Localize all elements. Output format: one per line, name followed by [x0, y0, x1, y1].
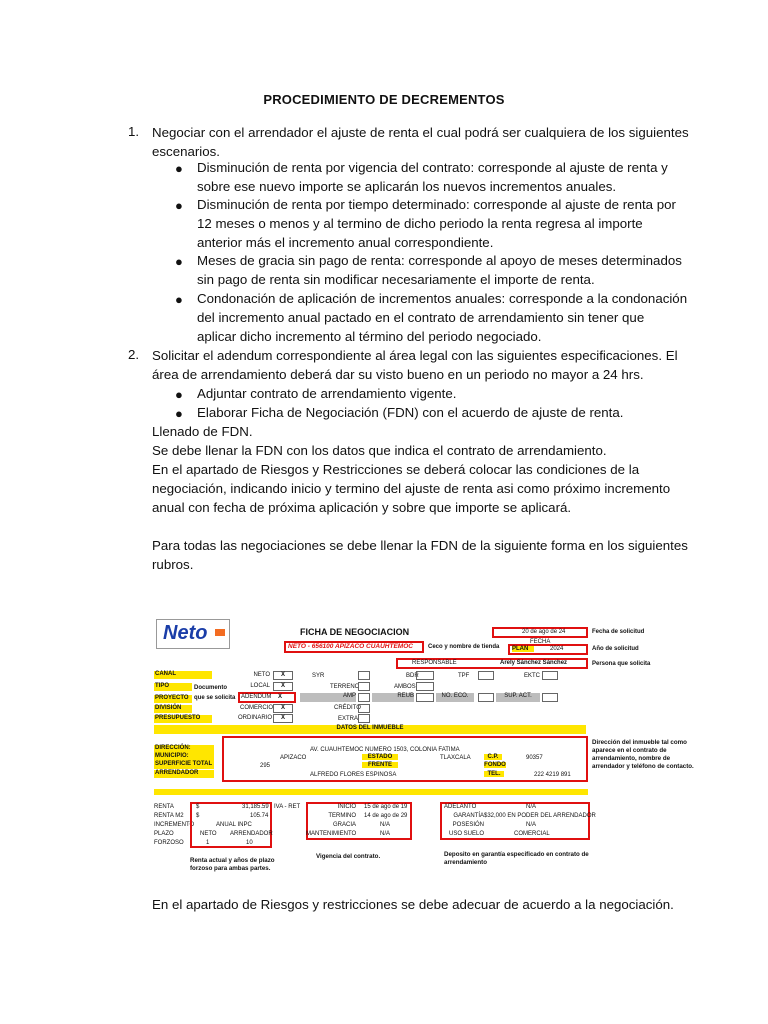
inmueble-note-2: aparece en el contrato de [592, 747, 667, 754]
renta-m2-value: 105.74 [250, 813, 269, 819]
label-proyecto: PROYECTO [154, 695, 192, 703]
col3-label: AMBOS [394, 684, 416, 690]
bullet-icon: ● [175, 292, 183, 307]
renta-m2-currency: $ [196, 813, 200, 819]
deposito-note-1: Deposito en garantía especificado en contrato de [444, 851, 589, 858]
paragraph: rubros. [152, 557, 194, 572]
renta-suffix: IVA - RET [274, 804, 301, 810]
responsable-label: RESPONSABLE [412, 660, 457, 666]
bullet-icon: ● [175, 161, 183, 176]
municipio-value: APIZACO [280, 755, 307, 761]
date-note: Fecha de solicitud [592, 629, 645, 635]
step-1-number: 1. [128, 124, 140, 139]
store-name: NETO - 656100 APIZACO CUAUHTEMOC [288, 643, 413, 650]
yellow-divider [154, 789, 588, 795]
superficie-value: 295 [260, 763, 271, 769]
step-1-bullet-1-line-1: Disminución de renta por vigencia del contrato: corresponde al ajuste de renta y [197, 160, 668, 175]
label-municipio: MUNICIPIO: [154, 753, 214, 761]
vig-value: N/A [380, 831, 391, 837]
arrendador-value: ALFREDO FLORES ESPINOSA [310, 772, 397, 778]
step-1-line-1: Negociar con el arrendador el ajuste de renta el cual podrá ser cualquiera de los siguientes [152, 125, 689, 140]
inmueble-header: DATOS DEL INMUEBLE [154, 725, 586, 734]
step-1-bullet-3-line-2: sin pago de renta sin modificar necesariamente el importe de renta. [197, 272, 595, 287]
plan-note: Año de solicitud [592, 646, 639, 652]
renta-note-2: forzoso para ambas partes. [190, 865, 271, 872]
page-title: PROCEDIMIENTO DE DECREMENTOS [263, 92, 505, 107]
step-1-bullet-4-line-1: Condonación de aplicación de incrementos anuales: corresponde a la condonación [197, 291, 688, 306]
col1-mark: X [273, 671, 293, 680]
vig-label: TERMINO [328, 813, 356, 819]
step-1-bullet-4-line-3: aplicar dicho incremento al término del periodo negociado. [197, 329, 542, 344]
checkbox [416, 693, 434, 702]
label-superficie: SUPERFICIE TOTAL [155, 761, 213, 767]
checkbox [416, 671, 434, 680]
col1-mark: X [278, 694, 283, 700]
col2-label: SYR [312, 673, 325, 679]
col1-mark: X [273, 714, 293, 723]
plan-label: PLAN [512, 646, 534, 652]
col1-label: COMERCIO [240, 705, 273, 711]
cp-label: C.P. [484, 754, 502, 760]
renta-note-1: Renta actual y años de plazo [190, 857, 275, 864]
form-heading: FICHA DE NEGOCIACION [300, 627, 410, 637]
col2-label: EXTRA [338, 716, 359, 722]
checkbox [358, 714, 370, 723]
dep-value: N/A [526, 822, 537, 828]
renta-currency: $ [196, 804, 200, 810]
renta-label: RENTA [154, 804, 174, 810]
renta-label: FORZOSO [154, 840, 184, 846]
col1-mark: X [273, 704, 293, 713]
documento-note-1: Documento [194, 685, 227, 691]
bullet-icon: ● [175, 198, 183, 213]
responsable-note: Persona que solicita [592, 661, 651, 667]
renta-label: PLAZO [154, 831, 174, 837]
col3-label: BDR [406, 673, 419, 679]
label-canal: CANAL [154, 671, 212, 679]
checkbox [542, 693, 558, 702]
col3-label: REUB [372, 693, 414, 702]
col1-label: ORDINARIO [238, 715, 273, 721]
renta-value: 31,185.59 [242, 804, 269, 810]
step-1-line-2: escenarios. [152, 144, 220, 159]
footer-paragraph: En el apartado de Riesgos y restricciones se debe adecuar de acuerdo a la negociación. [152, 897, 674, 912]
checkbox [478, 693, 494, 702]
fondo-label: FONDO [484, 762, 506, 768]
step-2-line-2: área de arrendamiento deberá dar su visto bueno en un periodo no mayor a 24 hrs. [152, 367, 644, 382]
date-value: 20 de ago de 24 [522, 629, 566, 635]
checkbox [542, 671, 558, 680]
label-presupuesto: PRESUPUESTO [154, 715, 212, 723]
vig-label: MANTENIMIENTO [306, 831, 357, 837]
col3-label: SUP. ACT. [496, 693, 540, 702]
col3-label: NO. ECO. [436, 693, 474, 702]
col3-label: TPF [458, 673, 470, 679]
col1-label: LOCAL [250, 683, 270, 689]
estado-value: TLAXCALA [440, 755, 471, 761]
incremento-value: ANUAL INPC [216, 822, 252, 828]
checkbox [358, 682, 370, 691]
plan-year: 2024 [550, 646, 564, 652]
paragraph: En el apartado de Riesgos y Restricciones se deberá colocar las condiciones de la [152, 462, 640, 477]
fdn-form-image [150, 611, 706, 877]
vig-label: GRACIA [332, 822, 356, 828]
plazo-neto: NETO [200, 831, 217, 837]
checkbox [358, 693, 370, 702]
plazo-arrendador: ARRENDADOR [230, 831, 273, 837]
forzoso-arrendador: 10 [246, 840, 253, 846]
documento-note-2: que se solicita [194, 695, 236, 701]
store-note: Ceco y nombre de tienda [428, 644, 500, 650]
deposito-note-2: arrendamiento [444, 859, 487, 866]
col1-mark: X [273, 682, 293, 691]
inmueble-note-1: Dirección del inmueble tal como [592, 739, 687, 746]
col2-label: CRÉDITO [334, 705, 361, 711]
col1-label: NETO [253, 672, 270, 678]
label-direccion: DIRECCIÓN: [154, 745, 214, 753]
col2-label: TERRENO [330, 684, 360, 690]
cp-value: 90357 [526, 755, 543, 761]
bullet-icon: ● [175, 254, 183, 269]
renta-label: RENTA M2 [154, 813, 184, 819]
step-1-bullet-2-line-3: anterior más el incremento anual correspondiente. [197, 235, 494, 250]
dep-label: POSESIÓN [452, 822, 484, 828]
neto-logo: Neto [156, 619, 230, 649]
label-division: DIVISIÓN [154, 705, 192, 713]
step-1-bullet-2-line-2: 12 meses o menos y al termino de dicho periodo la renta regresa al importe [197, 216, 643, 231]
responsable-value: Arely Sánchez Sánchez [500, 660, 568, 666]
tel-value: 222 4219 891 [534, 772, 571, 778]
vig-value: 15 de ago de 19 [364, 804, 408, 810]
step-1-bullet-1-line-2: sobre ese nuevo importe se aplicarán los nuevos incrementos anuales. [197, 179, 617, 194]
date-label: FECHA [530, 639, 551, 645]
col3-label: EKTC [524, 673, 541, 679]
step-2-number: 2. [128, 347, 140, 362]
label-arrendador: ARRENDADOR [154, 770, 214, 778]
col1-label: ADENDUM [241, 694, 272, 700]
checkbox [416, 682, 434, 691]
step-2-line-1: Solicitar el adendum correspondiente al área legal con las siguientes especificaciones. El [152, 348, 678, 363]
step-1-bullet-2-line-1: Disminución de renta por tiempo determinado: corresponde al ajuste de renta por [197, 197, 676, 212]
vigencia-note: Vigencia del contrato. [316, 853, 381, 860]
step-2-bullet-2: Elaborar Ficha de Negociación (FDN) con el acuerdo de ajuste de renta. [197, 405, 624, 420]
paragraph: Se debe llenar la FDN con los datos que indica el contrato de arrendamiento. [152, 443, 607, 458]
vig-value: 14 de ago de 29 [364, 813, 408, 819]
step-1-bullet-3-line-1: Meses de gracia sin pago de renta: corresponde al apoyo de meses determinados [197, 253, 682, 268]
vig-label: INICIO [337, 804, 356, 810]
checkbox [358, 704, 370, 713]
step-1-bullet-4-line-2: del incremento anual pactado en el contrato de arrendamiento sin tener que [197, 310, 645, 325]
dep-value: COMERCIAL [514, 831, 550, 837]
checkbox [478, 671, 494, 680]
address-value: AV. CUAUHTEMOC NUMERO 1503, COLONIA FATIMA [310, 747, 460, 753]
paragraph: negociación, indicando inicio y termino del ajuste de renta asi como próximo incremento [152, 481, 671, 496]
inmueble-note-3: arrendamiento, nombre de [592, 755, 671, 762]
inmueble-note-4: arrendador y teléfono de contacto. [592, 763, 694, 770]
forzoso-neto: 1 [206, 840, 210, 846]
bullet-icon: ● [175, 406, 183, 421]
bullet-icon: ● [175, 387, 183, 402]
estado-label: ESTADO [362, 754, 398, 760]
dep-value: $32,000 EN PODER DEL ARRENDADOR [484, 813, 596, 819]
tel-label: TEL. [484, 771, 504, 777]
vig-value: N/A [380, 822, 391, 828]
paragraph: Llenado de FDN. [152, 424, 253, 439]
col2-label: AMP [300, 693, 356, 702]
dep-label: GARANTÍA [453, 813, 484, 819]
label-tipo: TIPO [154, 683, 192, 691]
renta-label: INCREMENTO [154, 822, 195, 828]
paragraph: Para todas las negociaciones se debe llenar la FDN de la siguiente forma en los siguientes [152, 538, 688, 553]
paragraph: anual con fecha de próxima aplicación y sobre que importe se aplicará. [152, 500, 572, 515]
frente-label: FRENTE [362, 762, 398, 768]
dep-value: N/A [526, 804, 537, 810]
dep-label: ADELANTO [444, 804, 477, 810]
checkbox [358, 671, 370, 680]
dep-label: USO SUELO [448, 831, 484, 837]
step-2-bullet-1: Adjuntar contrato de arrendamiento vigente. [197, 386, 457, 401]
